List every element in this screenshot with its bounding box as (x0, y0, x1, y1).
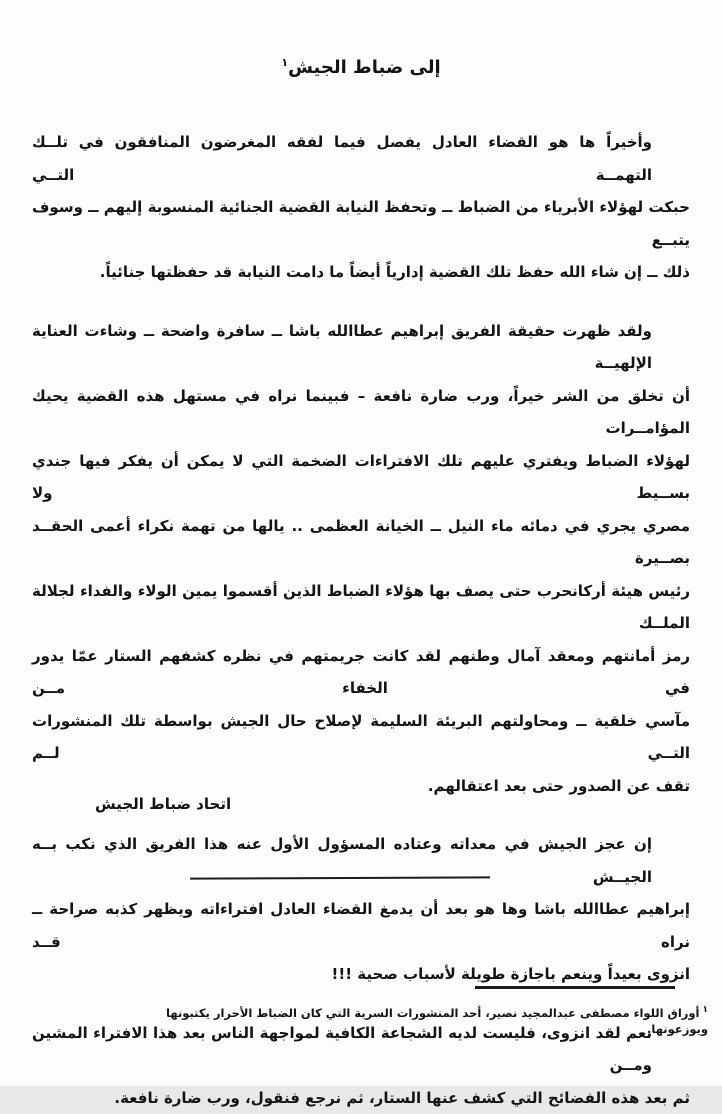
paragraph-line: مآسي خلقية ــ ومحاولتهم البريئة السليمة لإصلاح حال الجيش بواسطة تلك المنشورات التــي لــم (32, 705, 690, 770)
paragraph (32, 126, 690, 289)
paragraph-line: انزوى بعيداً وينعم باجازة طويلة لأسباب صحية !!! (32, 958, 690, 991)
signature: اتحاد ضباط الجيش (95, 795, 231, 813)
paragraph-line: ولقد ظهرت حقيقة الفريق إبراهيم عطاالله باشا ــ سافرة واضحة ــ وشاءت العناية الإلهيــة (32, 315, 690, 380)
page-title (32, 56, 690, 78)
title-footnote-marker: ١ (281, 56, 288, 69)
paragraph-line: مصري يجري في دمائه ماء النيل ــ الخيانة العظمى .. يالها من تهمة نكراء أعمى الحقــد بصــيرة (32, 510, 690, 575)
paragraph-line: إن عجز الجيش في معداته وعتاده المسؤول الأول عنه هذا الفريق الذي نكب بــه الجيــش (32, 828, 690, 893)
paragraph-line: رئيس هيئة أركانحرب حتى يصف بها هؤلاء الضباط الذين أقسموا يمين الولاء والفداء لجلالة الملــك (32, 575, 690, 640)
paragraph-line: وأخيراً ها هو القضاء العادل يفصل فيما لفقه المغرضون المنافقون في تلــك التهمــة التــي (32, 126, 690, 191)
page-title-text: إلى ضباط الجيش (288, 57, 441, 78)
paragraph (32, 828, 690, 991)
paragraph-line: تقف عن الصدور حتى بعد اعتقالهم. (32, 770, 690, 803)
paragraph-line: لهؤلاء الضباط ويفتري عليهم تلك الافتراءات الضخمة التي لا يمكن أن يفكر فيها جندي بســيط ولا (32, 445, 690, 510)
paragraph-line: ثم بعد هذه الفضائح التي كشف عنها الستار، ثم نرجع فنقول، ورب ضارة نافعة. (32, 1082, 690, 1114)
document-body (32, 126, 690, 1114)
footnote-text (150, 1002, 708, 1037)
paragraph-line: نعم لقد انزوى، فليست لديه الشجاعة الكافية لمواجهة الناس بعد هذا الافتراء المشين ومــن (32, 1017, 690, 1082)
paragraph-line: ذلك ــ إن شاء الله حفظ تلك القضية إدارياً أيضاً ما دامت النيابة قد حفظتها جنائياً. (32, 256, 690, 289)
footnote-marker: ١ (703, 1005, 709, 1015)
paragraph (32, 315, 690, 803)
paragraph-line: إبراهيم عطاالله باشا وها هو بعد أن يدمغ القضاء العادل افتراءاته ويظهر كذبه صراحة ــ نراه قــد (32, 893, 690, 958)
footnote-separator (475, 986, 675, 989)
footnote-body: أوراق اللواء مصطفى عبدالمجيد نصير، أحد المنشورات السرية التي كان الضباط الأحرار يكتبونها ويوزعونها. (166, 1006, 708, 1036)
paragraph-line: أن تخلق من الشر خيراً، ورب ضارة نافعة – فبينما نراه في مستهل هذه القضية يحيك المؤامــرات (32, 380, 690, 445)
paragraph-line: حبكت لهؤلاء الأبرياء من الضباط ــ وتحفظ النيابة القضية الجنائية المنسوبة إليهم ــ وسوف يتبــع (32, 191, 690, 256)
paragraph-line: رمز أمانتهم ومعقد آمال وطنهم لقد كانت جريمتهم في نظره كشفهم الستار عمّا يدور في الخفاء مــن (32, 640, 690, 705)
